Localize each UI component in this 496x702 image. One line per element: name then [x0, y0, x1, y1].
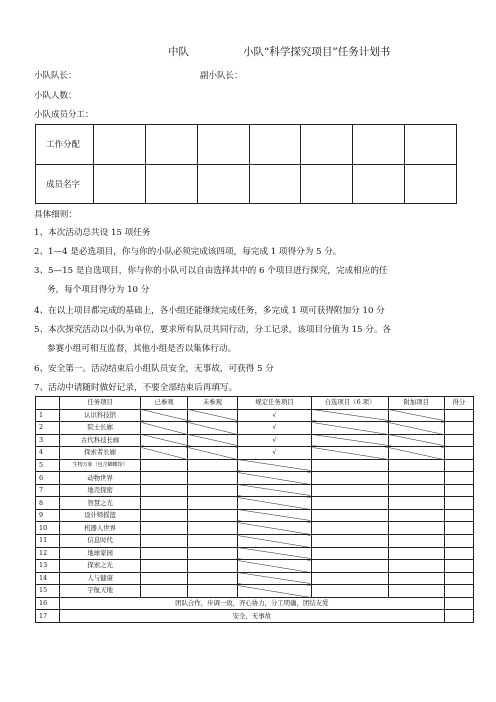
extra-cell[interactable]: [388, 497, 444, 510]
task-name: 人与健康: [60, 572, 141, 585]
visited-cell[interactable]: [141, 409, 188, 422]
assignment-table: [35, 124, 457, 204]
score-cell[interactable]: [444, 522, 473, 535]
not-visited-cell[interactable]: [188, 409, 237, 422]
assign-cell[interactable]: [301, 164, 353, 204]
score-cell[interactable]: [444, 484, 473, 497]
table-row: [36, 535, 474, 548]
visited-cell[interactable]: [141, 484, 188, 497]
rule-item: 2、1—4 是必选项目，你与你的小队必须完成该四项，每完成 1 项得分为 5 分。: [34, 247, 342, 257]
optional-cell[interactable]: [312, 522, 389, 535]
optional-cell[interactable]: [312, 472, 389, 485]
table-row: [36, 472, 474, 485]
header-no: [36, 397, 60, 410]
score-cell[interactable]: [444, 547, 473, 560]
visited-cell[interactable]: [141, 547, 188, 560]
required-check: √: [237, 409, 312, 422]
extra-cell: [388, 434, 444, 447]
extra-cell[interactable]: [388, 547, 444, 560]
not-visited-cell[interactable]: [188, 535, 237, 548]
score-cell[interactable]: [444, 597, 473, 610]
table-row: [36, 459, 474, 472]
row-number: 4: [36, 447, 60, 460]
score-cell[interactable]: [444, 509, 473, 522]
score-cell[interactable]: [444, 535, 473, 548]
optional-cell[interactable]: [312, 459, 389, 472]
row-number: 7: [36, 484, 60, 497]
optional-cell[interactable]: [312, 509, 389, 522]
assign-row-work: [36, 125, 457, 165]
score-cell[interactable]: [444, 409, 473, 422]
required-cell: [237, 509, 312, 522]
header-not-visited: 未参观: [188, 397, 237, 410]
table-row: [36, 585, 474, 598]
row-number: 5: [36, 459, 60, 472]
assign-cell[interactable]: [301, 125, 353, 165]
task-name: 探索者长廊: [60, 447, 141, 460]
row-number: 17: [36, 610, 60, 623]
score-cell[interactable]: [444, 497, 473, 510]
required-cell: [237, 472, 312, 485]
row-number: 6: [36, 472, 60, 485]
score-cell[interactable]: [444, 610, 473, 623]
required-cell: [237, 497, 312, 510]
extra-cell[interactable]: [388, 459, 444, 472]
required-cell: [237, 522, 312, 535]
visited-cell[interactable]: [141, 522, 188, 535]
visited-cell[interactable]: [141, 509, 188, 522]
task-name: 动物世界: [60, 472, 141, 485]
header-task: 任务项目: [60, 397, 141, 410]
assign-cell[interactable]: [249, 125, 301, 165]
table-row: [36, 434, 474, 447]
optional-cell[interactable]: [312, 535, 389, 548]
score-cell[interactable]: [444, 572, 473, 585]
visited-cell[interactable]: [141, 422, 188, 435]
extra-cell: [388, 447, 444, 460]
row-number: 3: [36, 434, 60, 447]
division-label: 小队成员分工：: [34, 110, 94, 120]
optional-cell[interactable]: [312, 547, 389, 560]
extra-cell[interactable]: [388, 509, 444, 522]
table-row: [36, 610, 474, 623]
row-number: 12: [36, 547, 60, 560]
rule-item: 4、在以上项目都完成的基础上，各小组还能继续完成任务，多完成 1 项可获得附加分 10 分: [34, 306, 385, 316]
score-cell[interactable]: [444, 447, 473, 460]
extra-cell[interactable]: [388, 535, 444, 548]
title-squadron: 中队: [168, 46, 189, 58]
header-visited: 已参观: [141, 397, 188, 410]
extra-cell[interactable]: [388, 522, 444, 535]
extra-cell[interactable]: [388, 472, 444, 485]
visited-cell[interactable]: [141, 447, 188, 460]
table-row: [36, 560, 474, 573]
not-visited-cell[interactable]: [188, 459, 237, 472]
task-name: 古代科技长廊: [60, 434, 141, 447]
assign-cell[interactable]: [353, 164, 405, 204]
task-table: [35, 396, 474, 623]
member-count-label: 小队人数：: [34, 91, 77, 101]
row-number: 2: [36, 422, 60, 435]
not-visited-cell[interactable]: [188, 560, 237, 573]
visited-cell[interactable]: [141, 535, 188, 548]
table-row: [36, 547, 474, 560]
assign-cell[interactable]: [405, 125, 457, 165]
not-visited-cell[interactable]: [188, 522, 237, 535]
extra-cell: [388, 409, 444, 422]
required-cell: [237, 547, 312, 560]
optional-cell[interactable]: [312, 497, 389, 510]
extra-cell[interactable]: [388, 560, 444, 573]
row-number: 9: [36, 509, 60, 522]
optional-cell: [312, 434, 389, 447]
required-check: √: [237, 422, 312, 435]
optional-cell: [312, 409, 389, 422]
required-cell: [237, 459, 312, 472]
not-visited-cell[interactable]: [188, 472, 237, 485]
score-cell[interactable]: [444, 422, 473, 435]
rule-item-continued: 务，每个项目得分为 10 分: [47, 285, 150, 295]
teamwork-item: 团队合作，步调一致，齐心协力，分工明确，团结友爱: [60, 597, 444, 610]
required-check: √: [237, 434, 312, 447]
visited-cell[interactable]: [141, 472, 188, 485]
rule-item: 1、本次活动总共设 15 项任务: [34, 228, 151, 238]
rule-item: 5、本次探究活动以小队为单位，要求所有队员共同行动，分工记录，该项目分值为 15 分。各: [34, 325, 392, 335]
optional-cell: [312, 447, 389, 460]
extra-cell[interactable]: [388, 585, 444, 598]
required-cell: [237, 572, 312, 585]
table-row: [36, 509, 474, 522]
visited-cell[interactable]: [141, 497, 188, 510]
row-number: 11: [36, 535, 60, 548]
header-optional: 自选项目（6 项）: [312, 397, 389, 410]
assign-cell[interactable]: [145, 125, 197, 165]
row-number: 10: [36, 522, 60, 535]
task-name: 宇航天地: [60, 585, 141, 598]
optional-cell[interactable]: [312, 572, 389, 585]
visited-cell[interactable]: [141, 585, 188, 598]
table-header-row: [36, 397, 474, 410]
row-number: 15: [36, 585, 60, 598]
not-visited-cell[interactable]: [188, 422, 237, 435]
required-cell: [237, 484, 312, 497]
task-name: 智慧之光: [60, 497, 141, 510]
extra-cell: [388, 422, 444, 435]
row-number: 13: [36, 560, 60, 573]
visited-cell[interactable]: [141, 560, 188, 573]
task-name: 探索之光: [60, 560, 141, 573]
score-cell[interactable]: [444, 459, 473, 472]
extra-cell[interactable]: [388, 484, 444, 497]
not-visited-cell[interactable]: [188, 585, 237, 598]
document-title: 小队“科学探究项目”任务计划书: [243, 46, 391, 58]
not-visited-cell[interactable]: [188, 572, 237, 585]
visited-cell[interactable]: [141, 572, 188, 585]
visited-cell[interactable]: [141, 434, 188, 447]
score-cell[interactable]: [444, 560, 473, 573]
optional-cell[interactable]: [312, 560, 389, 573]
row-number: 8: [36, 497, 60, 510]
assign-cell[interactable]: [145, 164, 197, 204]
assign-cell[interactable]: [94, 164, 146, 204]
assign-cell[interactable]: [94, 125, 146, 165]
task-name: 地壳探密: [60, 484, 141, 497]
rule-item: 7、活动中请随时做好记录，不要全部结束后再填写。: [34, 383, 238, 393]
score-cell[interactable]: [444, 472, 473, 485]
table-row: [36, 447, 474, 460]
score-cell[interactable]: [444, 434, 473, 447]
assign-cell[interactable]: [249, 164, 301, 204]
assign-cell[interactable]: [405, 164, 457, 204]
required-cell: [237, 535, 312, 548]
task-name: 地球家园: [60, 547, 141, 560]
table-row: [36, 522, 474, 535]
rule-item-continued: 参赛小组可相互监督，其他小组是否以集体行动。: [47, 344, 237, 354]
assign-row-names: [36, 164, 457, 204]
optional-cell[interactable]: [312, 484, 389, 497]
header-score: 得分: [444, 397, 473, 410]
table-row: [36, 572, 474, 585]
not-visited-cell[interactable]: [188, 509, 237, 522]
task-name: 机器人世界: [60, 522, 141, 535]
extra-cell[interactable]: [388, 572, 444, 585]
captain-label: 小队队长：: [34, 71, 77, 81]
visited-cell[interactable]: [141, 459, 188, 472]
safety-item: 安全，无事故: [60, 610, 444, 623]
header-extra: 附加项目: [388, 397, 444, 410]
not-visited-cell[interactable]: [188, 434, 237, 447]
rule-item: 6、安全第一。活动结束后小组队员安全，无事故，可获得 5 分: [34, 364, 274, 374]
optional-cell: [312, 422, 389, 435]
not-visited-cell[interactable]: [188, 447, 237, 460]
row-number: 1: [36, 409, 60, 422]
score-cell[interactable]: [444, 585, 473, 598]
table-row: [36, 597, 474, 610]
assign-cell[interactable]: [197, 164, 249, 204]
vice-captain-label: 副小队长：: [200, 71, 243, 81]
task-name: 认识科技馆: [60, 409, 141, 422]
row-number: 16: [36, 597, 60, 610]
task-name: 生物万象（包含蝴蝶馆）: [60, 459, 141, 472]
rules-heading: 具体细则：: [34, 210, 77, 220]
task-name: 院士长廊: [60, 422, 141, 435]
required-check: √: [237, 447, 312, 460]
assign-cell[interactable]: [353, 125, 405, 165]
row-number: 14: [36, 572, 60, 585]
task-name: 信息时代: [60, 535, 141, 548]
work-assignment-label: 工作分配: [36, 125, 94, 165]
not-visited-cell[interactable]: [188, 497, 237, 510]
not-visited-cell[interactable]: [188, 484, 237, 497]
required-cell: [237, 585, 312, 598]
assign-cell[interactable]: [197, 125, 249, 165]
table-row: [36, 497, 474, 510]
member-name-label: 成员名字: [36, 164, 94, 204]
optional-cell[interactable]: [312, 585, 389, 598]
not-visited-cell[interactable]: [188, 547, 237, 560]
table-row: [36, 409, 474, 422]
task-name: 设计师摇篮: [60, 509, 141, 522]
header-required: 规定任务项目: [237, 397, 312, 410]
table-row: [36, 484, 474, 497]
rule-item: 3、5—15 是自选项目，你与你的小队可以自由选择其中的 6 个项目进行探究，完成相应的任: [34, 266, 388, 276]
table-row: [36, 422, 474, 435]
required-cell: [237, 560, 312, 573]
